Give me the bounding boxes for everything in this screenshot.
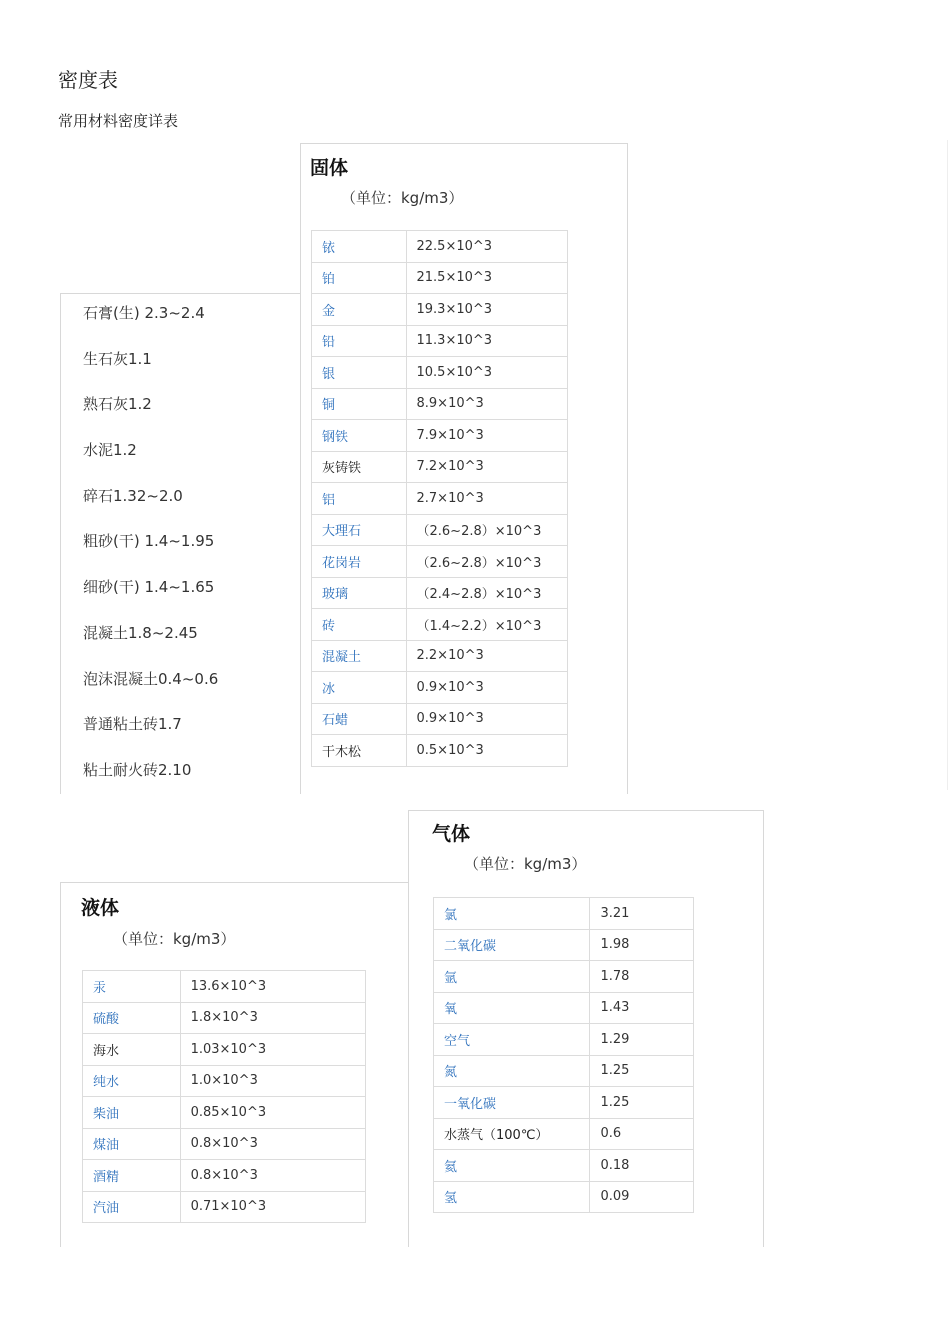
gas-row — [434, 961, 694, 993]
gas-value-cell: 1.29 — [590, 1024, 694, 1056]
material-item: 生石灰1.1 — [83, 349, 152, 368]
solid-name-cell: 干木松 — [312, 735, 407, 767]
gas-value-cell: 1.98 — [590, 929, 694, 961]
liquid-name-cell[interactable]: 酒精 — [83, 1160, 181, 1192]
page-edge-line — [947, 140, 948, 790]
material-item: 碎石1.32~2.0 — [83, 486, 183, 505]
gas-unit: （单位：kg/m3） — [464, 855, 587, 873]
solid-row — [312, 640, 568, 672]
solid-value-cell: 7.9×10^3 — [406, 420, 568, 452]
solid-panel — [300, 143, 628, 794]
liquid-value-cell: 1.0×10^3 — [180, 1065, 365, 1097]
solid-value-cell: （1.4~2.2）×10^3 — [406, 609, 568, 641]
gas-heading: 气体 — [432, 823, 471, 845]
material-item: 熟石灰1.2 — [83, 395, 152, 414]
gas-value-cell: 1.78 — [590, 961, 694, 993]
gas-row — [434, 1118, 694, 1150]
solid-row — [312, 703, 568, 735]
solid-value-cell: （2.6~2.8）×10^3 — [406, 546, 568, 578]
solid-value-cell: 10.5×10^3 — [406, 357, 568, 389]
liquid-name-cell: 海水 — [83, 1034, 181, 1066]
solid-value-cell: 11.3×10^3 — [406, 325, 568, 357]
gas-row — [434, 1181, 694, 1213]
solid-value-cell: 7.2×10^3 — [406, 451, 568, 483]
gas-row — [434, 929, 694, 961]
liquid-row — [83, 1034, 366, 1066]
liquid-name-cell[interactable]: 煤油 — [83, 1128, 181, 1160]
liquid-value-cell: 1.03×10^3 — [180, 1034, 365, 1066]
solid-value-cell: 0.9×10^3 — [406, 672, 568, 704]
liquid-row — [83, 1128, 366, 1160]
gas-name-cell[interactable]: 氮 — [434, 1055, 590, 1087]
gas-value-cell: 0.18 — [590, 1150, 694, 1182]
liquid-name-cell[interactable]: 汽油 — [83, 1191, 181, 1223]
liquid-value-cell: 0.8×10^3 — [180, 1128, 365, 1160]
liquid-panel — [60, 882, 408, 1247]
solid-table — [311, 230, 568, 767]
solid-heading: 固体 — [310, 157, 349, 179]
material-item: 水泥1.2 — [83, 441, 137, 460]
solid-row — [312, 451, 568, 483]
solid-name-cell[interactable]: 铱 — [312, 231, 407, 263]
material-item: 细砂(干) 1.4~1.65 — [83, 578, 215, 597]
materials-panel — [60, 293, 301, 794]
solid-name-cell[interactable]: 铅 — [312, 325, 407, 357]
material-item: 泡沫混凝土0.4~0.6 — [83, 669, 219, 688]
solid-name-cell[interactable]: 玻璃 — [312, 577, 407, 609]
solid-value-cell: （2.4~2.8）×10^3 — [406, 577, 568, 609]
liquid-row — [83, 1065, 366, 1097]
page-subtitle: 常用材料密度详表 — [58, 112, 179, 130]
solid-table-body — [312, 231, 568, 767]
solid-name-cell[interactable]: 铝 — [312, 483, 407, 515]
gas-name-cell[interactable]: 氩 — [434, 961, 590, 993]
gas-name-cell: 水蒸气（100℃） — [434, 1118, 590, 1150]
gas-name-cell[interactable]: 一氧化碳 — [434, 1087, 590, 1119]
gas-table — [433, 897, 694, 1213]
liquid-value-cell: 0.85×10^3 — [180, 1097, 365, 1129]
liquid-value-cell: 1.8×10^3 — [180, 1002, 365, 1034]
solid-row — [312, 609, 568, 641]
gas-row — [434, 992, 694, 1024]
material-item: 粗砂(干) 1.4~1.95 — [83, 532, 215, 551]
solid-value-cell: 22.5×10^3 — [406, 231, 568, 263]
gas-name-cell[interactable]: 氯 — [434, 898, 590, 930]
liquid-value-cell: 0.71×10^3 — [180, 1191, 365, 1223]
gas-panel — [408, 810, 764, 1247]
solid-row — [312, 420, 568, 452]
page-title: 密度表 — [58, 68, 118, 92]
material-item: 粘土耐火砖2.10 — [83, 760, 192, 779]
solid-row — [312, 514, 568, 546]
solid-name-cell: 灰铸铁 — [312, 451, 407, 483]
solid-name-cell[interactable]: 钢铁 — [312, 420, 407, 452]
gas-value-cell: 1.25 — [590, 1087, 694, 1119]
solid-row — [312, 735, 568, 767]
material-item: 石膏(生) 2.3~2.4 — [83, 304, 205, 322]
solid-name-cell[interactable]: 大理石 — [312, 514, 407, 546]
solid-value-cell: 0.9×10^3 — [406, 703, 568, 735]
liquid-table — [82, 970, 366, 1223]
liquid-row — [83, 971, 366, 1003]
gas-row — [434, 1024, 694, 1056]
liquid-row — [83, 1191, 366, 1223]
solid-row — [312, 325, 568, 357]
gas-name-cell[interactable]: 氧 — [434, 992, 590, 1024]
gas-value-cell: 1.25 — [590, 1055, 694, 1087]
material-item: 普通粘土砖1.7 — [83, 715, 182, 734]
solid-row — [312, 483, 568, 515]
solid-name-cell[interactable]: 砖 — [312, 609, 407, 641]
liquid-value-cell: 0.8×10^3 — [180, 1160, 365, 1192]
gas-row — [434, 898, 694, 930]
material-item: 混凝土1.8~2.45 — [83, 623, 198, 642]
solid-row — [312, 294, 568, 326]
solid-row — [312, 546, 568, 578]
solid-value-cell: 2.2×10^3 — [406, 640, 568, 672]
gas-value-cell: 1.43 — [590, 992, 694, 1024]
solid-name-cell[interactable]: 铂 — [312, 262, 407, 294]
solid-row — [312, 672, 568, 704]
solid-value-cell: 0.5×10^3 — [406, 735, 568, 767]
solid-value-cell: 19.3×10^3 — [406, 294, 568, 326]
solid-row — [312, 577, 568, 609]
solid-row — [312, 231, 568, 263]
gas-value-cell: 3.21 — [590, 898, 694, 930]
solid-value-cell: （2.6~2.8）×10^3 — [406, 514, 568, 546]
solid-value-cell: 2.7×10^3 — [406, 483, 568, 515]
liquid-row — [83, 1160, 366, 1192]
gas-name-cell[interactable]: 二氧化碳 — [434, 929, 590, 961]
liquid-row — [83, 1002, 366, 1034]
gas-row — [434, 1087, 694, 1119]
liquid-name-cell[interactable]: 汞 — [83, 971, 181, 1003]
liquid-unit: （单位：kg/m3） — [113, 930, 236, 948]
gas-name-cell[interactable]: 空气 — [434, 1024, 590, 1056]
solid-name-cell[interactable]: 冰 — [312, 672, 407, 704]
liquid-table-body — [83, 971, 366, 1223]
liquid-value-cell: 13.6×10^3 — [180, 971, 365, 1003]
gas-name-cell[interactable]: 氢 — [434, 1181, 590, 1213]
gas-name-cell[interactable]: 氦 — [434, 1150, 590, 1182]
liquid-row — [83, 1097, 366, 1129]
gas-value-cell: 0.6 — [590, 1118, 694, 1150]
solid-name-cell[interactable]: 混凝土 — [312, 640, 407, 672]
gas-row — [434, 1150, 694, 1182]
solid-name-cell[interactable]: 银 — [312, 357, 407, 389]
solid-value-cell: 21.5×10^3 — [406, 262, 568, 294]
liquid-heading: 液体 — [81, 897, 120, 919]
liquid-name-cell[interactable]: 纯水 — [83, 1065, 181, 1097]
materials-list — [83, 302, 218, 805]
gas-value-cell: 0.09 — [590, 1181, 694, 1213]
solid-name-cell[interactable]: 花岗岩 — [312, 546, 407, 578]
solid-name-cell[interactable]: 金 — [312, 294, 407, 326]
solid-row — [312, 388, 568, 420]
solid-name-cell[interactable]: 石蜡 — [312, 703, 407, 735]
solid-row — [312, 262, 568, 294]
gas-row — [434, 1055, 694, 1087]
solid-value-cell: 8.9×10^3 — [406, 388, 568, 420]
solid-unit: （单位：kg/m3） — [341, 189, 464, 207]
solid-row — [312, 357, 568, 389]
gas-table-body — [434, 898, 694, 1213]
liquid-name-cell[interactable]: 柴油 — [83, 1097, 181, 1129]
solid-name-cell[interactable]: 铜 — [312, 388, 407, 420]
liquid-name-cell[interactable]: 硫酸 — [83, 1002, 181, 1034]
